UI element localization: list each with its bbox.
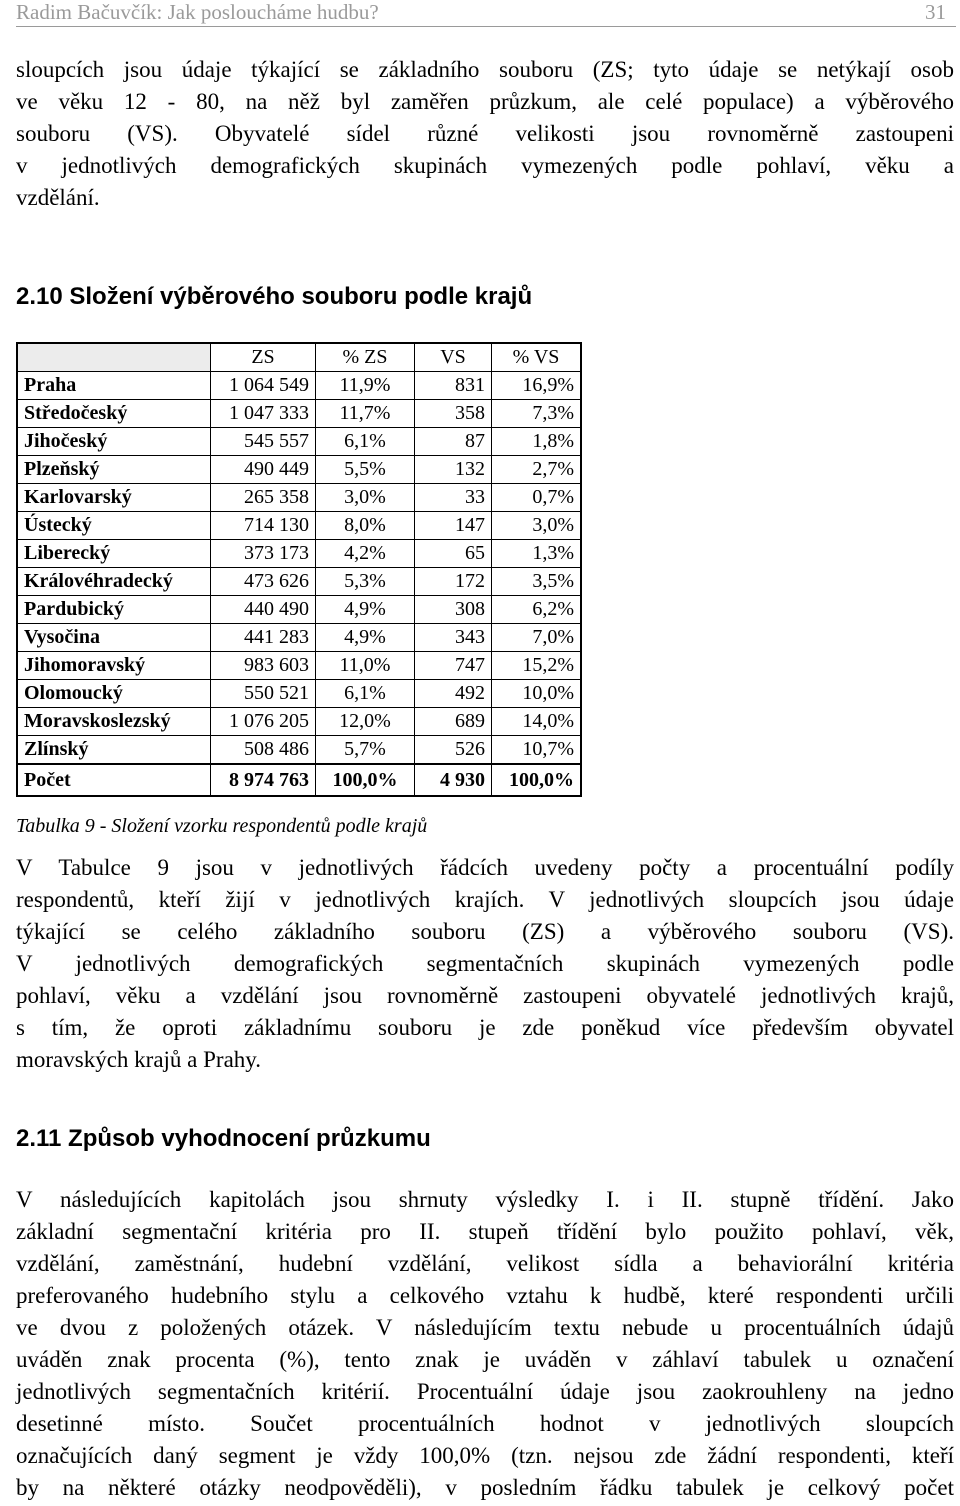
text-line: vzdělání, zaměstnání, hudební vzdělání, velikost sídla a behaviorální kritéria [16,1251,954,1276]
text-line: uváděn znak procenta (%), tento znak je uváděn v záhlaví tabulek u označení [16,1347,954,1372]
pct-zs-cell: 8,0% [316,512,415,540]
pct-vs-cell: 10,7% [492,736,582,765]
text-line: označujících daný segment je vždy 100,0% (tzn. nejsou zde žádní respondenti, kteří [16,1443,954,1468]
pct-zs-cell: 11,9% [316,372,415,400]
vs-cell: 33 [415,484,492,512]
pct-zs-cell: 100,0% [316,764,415,796]
table-body [17,372,581,797]
pct-zs-cell: 12,0% [316,708,415,736]
table-row [17,652,581,680]
text-line: V jednotlivých demografických segmentačních skupinách vymezených podle [16,951,954,976]
section-heading: 2.11 Způsob vyhodnocení průzkumu [16,1125,431,1152]
region-cell: Olomoucký [17,680,211,708]
region-cell: Počet [17,764,211,796]
region-cell: Jihočeský [17,428,211,456]
text-line: moravských krajů a Prahy. [16,1047,262,1072]
region-cell: Karlovarský [17,484,211,512]
zs-cell: 545 557 [211,428,316,456]
region-cell: Jihomoravský [17,652,211,680]
region-cell: Praha [17,372,211,400]
region-cell: Moravskoslezský [17,708,211,736]
text-line: v jednotlivých demografických skupinách vymezených podle pohlaví, věku a [16,153,954,178]
vs-cell: 132 [415,456,492,484]
vs-cell: 831 [415,372,492,400]
pct-zs-cell: 6,1% [316,680,415,708]
pct-vs-cell: 100,0% [492,764,582,796]
text-line: ve věku 12 - 80, na něž byl zaměřen průzkum, ale celé populace) a výběrového [16,89,954,114]
text-line: jednotlivých segmentačních kritérií. Procentuální údaje jsou zaokrouhleny na jedno [16,1379,954,1404]
pct-zs-cell: 5,7% [316,736,415,765]
pct-zs-cell: 11,0% [316,652,415,680]
region-cell: Královéhradecký [17,568,211,596]
vs-cell: 308 [415,596,492,624]
table-caption: Tabulka 9 - Složení vzorku respondentů podle krajů [16,815,428,837]
pct-vs-cell: 3,0% [492,512,582,540]
text-line: V následujících kapitolách jsou shrnuty výsledky I. i II. stupně třídění. Jako [16,1187,954,1212]
vs-cell: 492 [415,680,492,708]
table-header-row [17,343,581,372]
table-row [17,400,581,428]
text-line: souboru (VS). Obyvatelé sídel různé velikosti jsou rovnoměrně zastoupeni [16,121,954,146]
table-row [17,624,581,652]
table-row [17,540,581,568]
zs-cell: 373 173 [211,540,316,568]
zs-cell: 265 358 [211,484,316,512]
pct-vs-cell: 7,0% [492,624,582,652]
column-header: % VS [492,343,582,372]
pct-vs-cell: 10,0% [492,680,582,708]
text-line: preferovaného hudebního stylu a celkového vztahu k hudbě, které respondenti určili [16,1283,954,1308]
pct-vs-cell: 1,8% [492,428,582,456]
text-line: vzdělání. [16,185,100,210]
text-line: sloupcích jsou údaje týkající se základního souboru (ZS; tyto údaje se netýkají osob [16,57,954,82]
zs-cell: 490 449 [211,456,316,484]
text-line: základní segmentační kritéria pro II. stupeň třídění bylo použito pohlaví, věk, [16,1219,954,1244]
header-title: Radim Bačuvčík: Jak posloucháme hudbu? [16,0,379,24]
zs-cell: 550 521 [211,680,316,708]
table-row [17,456,581,484]
intro-paragraph [16,54,954,214]
evaluation-paragraph [16,1184,954,1504]
table-row [17,512,581,540]
zs-cell: 8 974 763 [211,764,316,796]
table-total-row [17,764,581,796]
pct-vs-cell: 6,2% [492,596,582,624]
table-row [17,596,581,624]
pct-zs-cell: 5,3% [316,568,415,596]
vs-cell: 526 [415,736,492,765]
vs-cell: 358 [415,400,492,428]
header-blank-cell [17,343,211,372]
vs-cell: 172 [415,568,492,596]
pct-zs-cell: 11,7% [316,400,415,428]
table-row [17,708,581,736]
pct-vs-cell: 15,2% [492,652,582,680]
table-row [17,428,581,456]
table-row [17,484,581,512]
text-line: pohlaví, věku a vzdělání jsou rovnoměrně zastoupeni obyvatelé jednotlivých krajů, [16,983,954,1008]
text-line: respondentů, kteří žijí v jednotlivých krajích. V jednotlivých sloupcích jsou údaje [16,887,954,912]
region-cell: Liberecký [17,540,211,568]
vs-cell: 689 [415,708,492,736]
text-line: s tím, že oproti základnímu souboru je zde poněkud více především obyvatel [16,1015,954,1040]
text-line: V Tabulce 9 jsou v jednotlivých řádcích uvedeny počty a procentuální podíly [16,855,954,880]
region-cell: Plzeňský [17,456,211,484]
column-header: VS [415,343,492,372]
region-cell: Zlínský [17,736,211,765]
pct-vs-cell: 16,9% [492,372,582,400]
pct-vs-cell: 7,3% [492,400,582,428]
pct-zs-cell: 4,9% [316,624,415,652]
pct-zs-cell: 4,2% [316,540,415,568]
table-row [17,372,581,400]
zs-cell: 508 486 [211,736,316,765]
pct-vs-cell: 1,3% [492,540,582,568]
column-header: % ZS [316,343,415,372]
zs-cell: 1 047 333 [211,400,316,428]
vs-cell: 147 [415,512,492,540]
pct-vs-cell: 14,0% [492,708,582,736]
text-line: týkající se celého základního souboru (ZS) a výběrového souboru (VS). [16,919,954,944]
pct-vs-cell: 0,7% [492,484,582,512]
zs-cell: 440 490 [211,596,316,624]
pct-vs-cell: 3,5% [492,568,582,596]
after-table-paragraph [16,852,954,1076]
pct-zs-cell: 5,5% [316,456,415,484]
table-row [17,736,581,765]
column-header: ZS [211,343,316,372]
text-line: by na některé otázky neodpověděli), v posledním řádku tabulek je celkový počet [16,1475,954,1500]
text-line: desetinné místo. Součet procentuálních hodnot v jednotlivých sloupcích [16,1411,954,1436]
section-heading: 2.10 Složení výběrového souboru podle krajů [16,283,533,310]
table-row [17,568,581,596]
zs-cell: 714 130 [211,512,316,540]
zs-cell: 473 626 [211,568,316,596]
pct-zs-cell: 4,9% [316,596,415,624]
text-line: ve dvou z položených otázek. V následujícím textu nebude u procentuálních údajů [16,1315,954,1340]
zs-cell: 983 603 [211,652,316,680]
vs-cell: 747 [415,652,492,680]
region-cell: Pardubický [17,596,211,624]
regions-table [16,342,582,797]
vs-cell: 87 [415,428,492,456]
table-row [17,680,581,708]
zs-cell: 1 064 549 [211,372,316,400]
pct-vs-cell: 2,7% [492,456,582,484]
region-cell: Středočeský [17,400,211,428]
pct-zs-cell: 3,0% [316,484,415,512]
pct-zs-cell: 6,1% [316,428,415,456]
region-cell: Vysočina [17,624,211,652]
page-number: 31 [925,0,946,24]
zs-cell: 441 283 [211,624,316,652]
vs-cell: 343 [415,624,492,652]
vs-cell: 65 [415,540,492,568]
region-cell: Ústecký [17,512,211,540]
zs-cell: 1 076 205 [211,708,316,736]
vs-cell: 4 930 [415,764,492,796]
page-header [16,0,956,27]
